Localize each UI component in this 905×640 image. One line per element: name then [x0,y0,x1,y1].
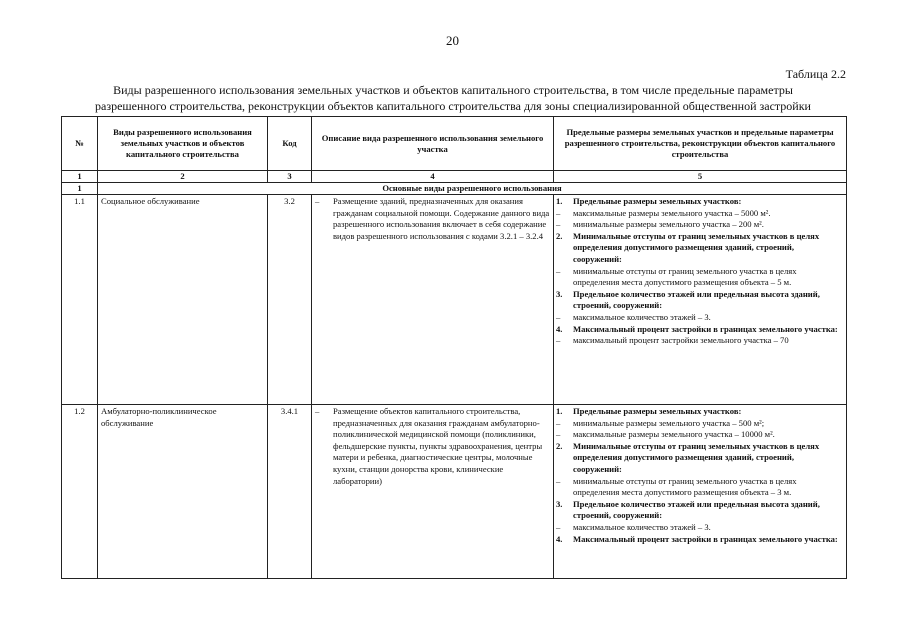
parameter-line: минимальные отступы от границ земельного участка в целях определения места допустимого размещения объекта – 5 м. [573,265,797,288]
parameter-item: 3. Предельное количество этажей или предельная высота зданий, строений, сооружений: – максимальное количество этажей – 3. [556,289,843,324]
parameters-list [554,195,846,348]
parameter-number: 2. [556,230,563,241]
column-number: 4 [312,171,554,183]
row-number: 1.1 [74,196,85,206]
parameter-number: 4. [556,323,563,334]
parameter-line: максимальное количество этажей – 3. [573,521,711,532]
table-row [62,405,847,579]
parameter-title: Минимальные отступы от границ земельных участков в целях определения допустимого размещения зданий, строений, сооружений: [573,230,820,264]
header-description: Описание вида разрешенного использования земельного участка [312,117,554,171]
parameter-title: Минимальные отступы от границ земельных участков в целях определения допустимого размещения зданий, строений, сооружений: [573,440,820,474]
dash-marker: – [315,196,320,206]
parameter-item [556,534,843,546]
parameter-item: 4. Максимальный процент застройки в границах земельного участка: – максимальный процент застройки земельного участка – 70 [556,324,843,347]
table-row [62,195,847,405]
parameter-item: 2. Минимальные отступы от границ земельных участков в целях определения допустимого размещения зданий, строений, сооружений: – минимальные отступы от границ земельного участка в целях определения места допустимого размещения объекта – 5 м. [556,231,843,289]
parameter-title: Предельные размеры земельных участков: [573,196,742,206]
parameter-line: максимальные размеры земельного участка – 10000 м². [573,429,775,440]
row-number: 1.2 [74,406,85,416]
column-number: 5 [554,171,847,183]
section-number: 1 [62,183,98,195]
parameter-number: 1. [556,196,563,206]
parameter-item: 1. Предельные размеры земельных участков: – минимальные размеры земельного участка – 500 м²; – максимальные размеры земельного участка – 10000 м². [556,406,843,441]
use-code: 3.4.1 [280,406,299,416]
section-row [62,183,847,195]
header-row [62,117,847,171]
parameter-line: максимальный процент застройки земельного участка – 70 [573,335,789,346]
table-label: Таблица 2.2 [785,67,846,81]
parameter-title: Предельное количество этажей или предельная высота зданий, строений, сооружений: [573,498,820,521]
parameter-item: 1. Предельные размеры земельных участков: – максимальные размеры земельного участка – 5000 м². – минимальные размеры земельного участка – 200 м². [556,196,843,231]
caption-line: разрешенного строительства, реконструкции объектов капитального строительства для зоны специализированной общественной застройки [95,99,811,113]
column-number-row [62,171,847,183]
parameter-title: Предельное количество этажей или предельная высота зданий, строений, сооружений: [573,288,820,311]
use-description [312,195,553,244]
parameter-line: минимальные размеры земельного участка – 500 м²; [573,417,765,428]
parameter-number: 4. [556,533,563,544]
parameter-number: 3. [556,288,563,299]
parameter-item: 2. Минимальные отступы от границ земельных участков в целях определения допустимого размещения зданий, строений, сооружений: – минимальные отступы от границ земельного участка в целях определения места допустимого размещения объекта – 3 м. [556,441,843,499]
use-description [312,405,553,489]
header-code: Код [268,117,312,171]
page-number: 20 [446,33,459,48]
caption-line: Виды разрешенного использования земельных участков и объектов капитального строительства, в том числе предельные параметры [113,83,793,97]
description-text: Размещение объектов капитального строительства, предназначенных для оказания гражданам амбулаторно-поликлинической медицинской помощи (поликлиники, фельдшерские пункты, пункты здравоохранения, центры матери и ребенка, диагностические центры, молочные кухни, станции донорства крови, клинические лаборатории) [333,406,543,486]
use-type-name: Амбулаторно-поликлиническое обслуживание [101,406,217,428]
header-types: Виды разрешенного использования земельных участков и объектов капитального строительства [98,117,268,171]
header-limits: Предельные размеры земельных участков и предельные параметры разрешенного строительства, реконструкции объектов капитального строительства [554,117,847,171]
column-number: 2 [98,171,268,183]
parameter-title: Максимальный процент застройки в границах земельного участка: [573,533,838,544]
parameter-title: Предельные размеры земельных участков: [573,406,742,416]
description-text: Размещение зданий, предназначенных для оказания гражданам социальной помощи. Содержание данного вида разрешенного использования включает в себя содержание видов разрешенного использования с кодами 3.2.1 – 3.2.4 [333,196,550,241]
use-type-name: Социальное обслуживание [101,196,200,206]
parameter-line: максимальные размеры земельного участка – 5000 м². [573,207,771,218]
section-title: Основные виды разрешенного использования [98,183,847,195]
parameter-line: минимальные отступы от границ земельного участка в целях определения места допустимого размещения объекта – 3 м. [573,475,797,498]
parameter-number: 2. [556,440,563,451]
dash-marker: – [315,406,320,416]
parameters-list [554,405,846,546]
table-caption [50,82,856,114]
column-number: 3 [268,171,312,183]
parameter-number: 1. [556,406,563,416]
parameter-item: 3. Предельное количество этажей или предельная высота зданий, строений, сооружений: – максимальное количество этажей – 3. [556,499,843,534]
parameter-number: 3. [556,498,563,509]
parameter-line: минимальные размеры земельного участка – 200 м². [573,219,764,230]
header-num: № [62,117,98,171]
land-use-table [61,116,847,579]
parameter-title: Максимальный процент застройки в границах земельного участка: [573,323,838,334]
column-number: 1 [62,171,98,183]
parameter-line: максимальное количество этажей – 3. [573,311,711,322]
use-code: 3.2 [284,196,295,206]
